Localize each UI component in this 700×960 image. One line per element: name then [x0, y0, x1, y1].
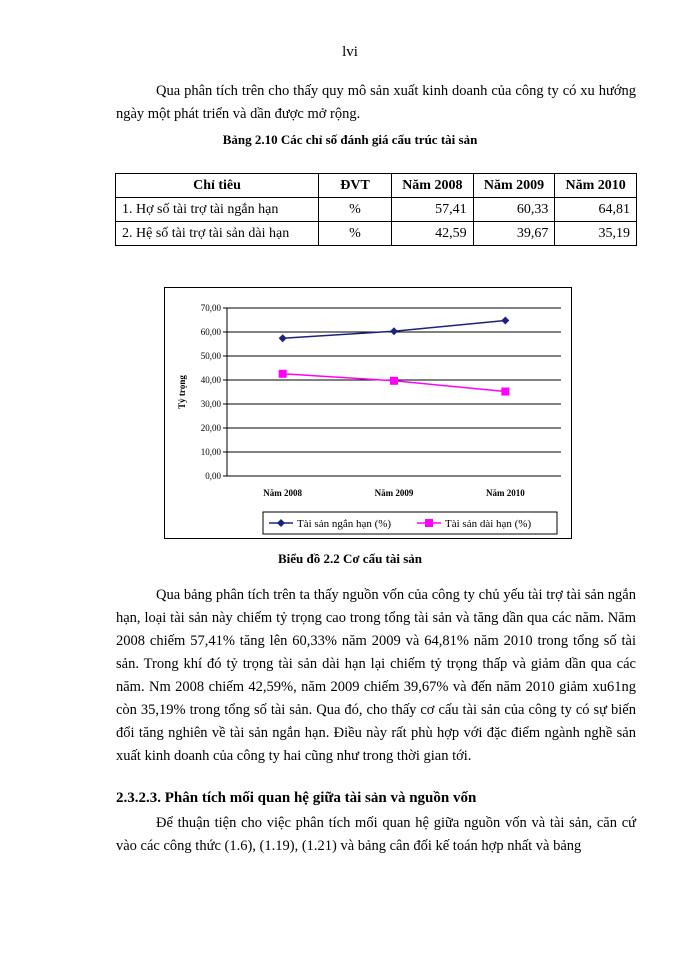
x-tick-label: Năm 2008	[263, 488, 303, 498]
legend-marker	[425, 519, 433, 527]
section-paragraph: Để thuận tiện cho việc phân tích mối quan hệ giữa nguồn vốn và tài sản, căn cứ vào các công thức (1.6), (1.19), (1.21) và bảng cân đối kế toán hợp nhất và bảng	[116, 815, 636, 854]
chart-caption: Biểu đồ 2.2 Cơ cấu tài sản	[277, 551, 423, 566]
header-cell: Năm 2008	[392, 174, 474, 198]
y-axis-label: Tỷ trọng	[177, 375, 187, 409]
data-point	[279, 334, 287, 342]
y-tick-label: 40,00	[200, 375, 221, 385]
x-tick-label: Năm 2010	[485, 488, 525, 498]
header-cell: Chỉ tiêu	[116, 174, 319, 198]
y-tick-label: 70,00	[200, 303, 221, 313]
header-cell: Năm 2009	[473, 174, 555, 198]
value-cell: 57,41	[392, 198, 474, 222]
asset-structure-chart	[164, 287, 572, 539]
legend-label: Tài sản ngắn hạn (%)	[297, 518, 392, 530]
unit-cell: %	[319, 222, 392, 246]
intro-paragraph: Qua phân tích trên cho thấy quy mô sản xuất kinh doanh của công ty có xu hướng ngày một phát triển và dần được mở rộng.	[116, 83, 636, 122]
x-tick-label: Năm 2009	[374, 488, 414, 498]
value-cell: 60,33	[473, 198, 555, 222]
y-tick-label: 60,00	[200, 327, 221, 337]
y-tick-label: 30,00	[200, 399, 221, 409]
header-cell: Năm 2010	[555, 174, 637, 198]
y-tick-label: 20,00	[200, 423, 221, 433]
data-point	[390, 327, 398, 335]
asset-structure-table	[115, 173, 637, 246]
analysis-paragraph: Qua bảng phân tích trên ta thấy nguồn vốn của công ty chủ yếu tài trợ tài sản ngắn hạn, loại tài sản này chiếm tỷ trọng cao trong tổng tài sản và tăng dần qua các năm. Năm 2008 chiếm 57,41% tăng lên 60,33% năm 2009 và 64,81% năm 2010 trong tổng số tài sản. Trong khí đó tỷ trọng tài sản dài hạn lại chiếm tỷ trọng thấp và giảm dần qua các năm. Nm 2008 chiếm 42,59%, năm 2009 chiếm 39,67% và đến năm 2010 giảm xu61ng còn 35,19% trong tổng số tài sản. Qua đó, cho thấy cơ cấu tài sản của công ty có sự biến đổi tăng nghiên về tài sản ngắn hạn. Điều này rất phù hợp với đặc điểm ngành nghề sản xuất kinh doanh của công ty hai cũng như trong thời gian tới.	[116, 587, 636, 764]
header-cell: ĐVT	[319, 174, 392, 198]
value-cell: 42,59	[392, 222, 474, 246]
row-label: 2. Hệ số tài trợ tài sản dài hạn	[116, 222, 319, 246]
legend-label: Tài sản dài hạn (%)	[445, 518, 532, 530]
page-number: lvi	[342, 44, 358, 60]
table-header-row	[116, 174, 637, 198]
section-heading: 2.3.2.3. Phân tích mối quan hệ giữa tài sản và nguồn vốn	[116, 790, 477, 806]
y-tick-label: 50,00	[200, 351, 221, 361]
unit-cell: %	[319, 198, 392, 222]
table-row	[116, 222, 637, 246]
chart-svg	[165, 288, 571, 538]
y-tick-label: 0,00	[205, 471, 221, 481]
table-row	[116, 198, 637, 222]
data-point	[390, 377, 398, 385]
row-label: 1. Hợ số tài trợ tài ngắn hạn	[116, 198, 319, 222]
data-point	[279, 370, 287, 378]
value-cell: 35,19	[555, 222, 637, 246]
value-cell: 39,67	[473, 222, 555, 246]
data-point	[501, 316, 509, 324]
table-caption: Bảng 2.10 Các chỉ số đánh giá cấu trúc tài sản	[222, 132, 478, 147]
value-cell: 64,81	[555, 198, 637, 222]
y-tick-label: 10,00	[200, 447, 221, 457]
data-point	[501, 388, 509, 396]
